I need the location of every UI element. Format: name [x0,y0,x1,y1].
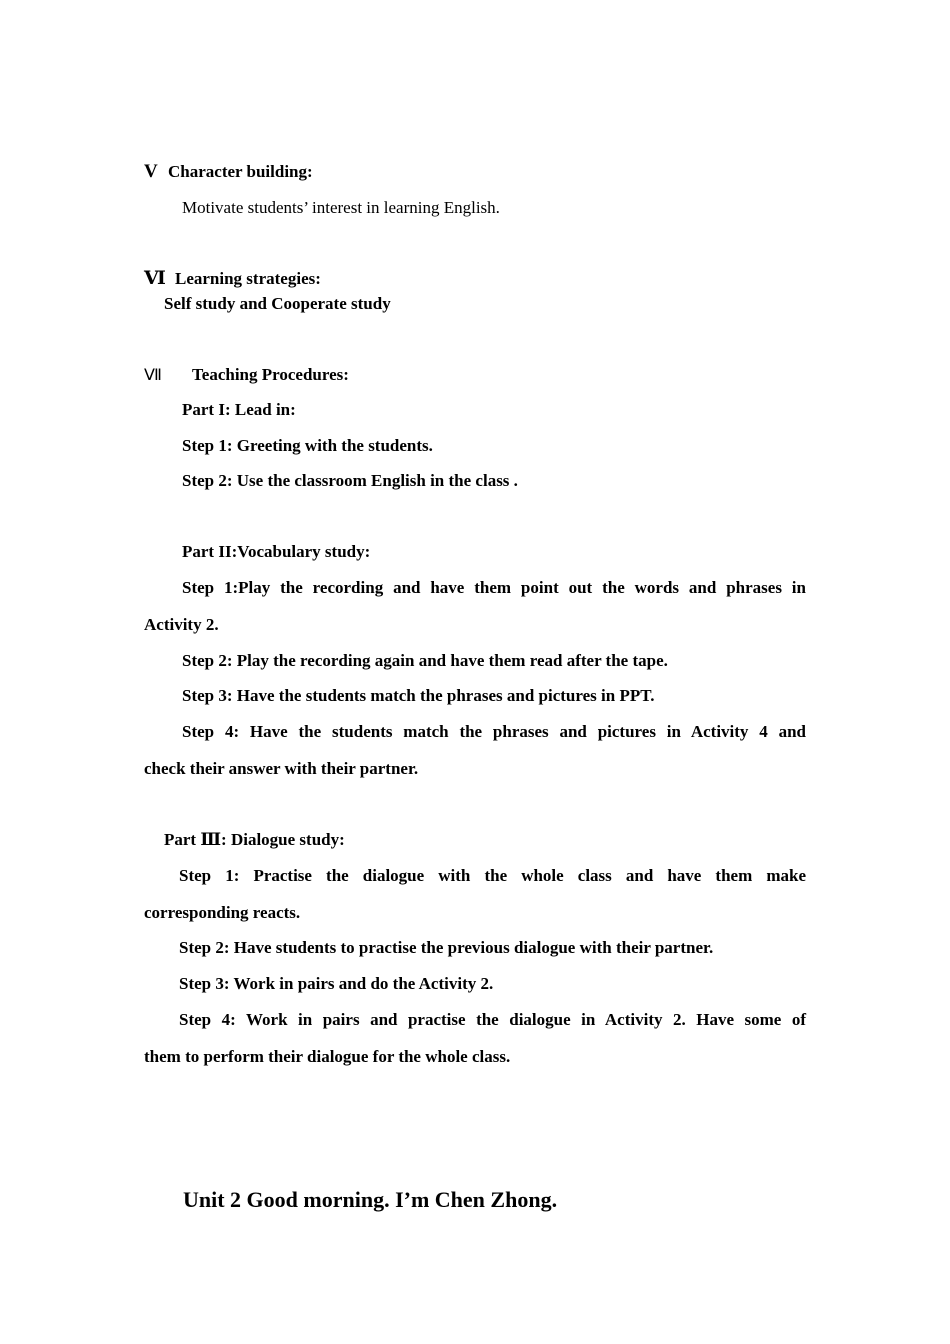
section-vi-title: Learning strategies: [175,269,321,288]
part-3-title-suffix: : Dialogue study: [221,830,345,849]
unit-title: Unit 2 Good morning. I’m Chen Zhong. [183,1187,558,1212]
part-2-step-3: Step 3: Have the students match the phrases and pictures in PPT. [182,686,655,705]
section-vi-heading [144,268,806,290]
section-v-heading [144,161,806,183]
section-vi-numeral: Ⅵ [144,268,166,289]
part-3-step-1-line-2: corresponding reacts. [144,903,301,922]
section-v-body: Motivate students’ interest in learning English. [182,198,500,217]
section-vii-numeral: Ⅶ [144,365,162,384]
part-1-title: Part I: Lead in: [182,400,296,419]
part-3-title-prefix: Part [164,830,201,849]
part-3-step-1-line-1: Step 1: Practise the dialogue with the whole class and have them make [179,866,806,885]
part-2-step-2: Step 2: Play the recording again and have them read after the tape. [182,651,668,670]
section-v-numeral: V [144,161,158,182]
part-3-title [164,829,806,851]
part-3-title-numeral: Ⅲ [200,830,222,849]
section-vi-body: Self study and Cooperate study [164,294,391,313]
section-vii-heading [144,364,806,386]
part-2-step-4-line-1: Step 4: Have the students match the phrases and pictures in Activity 4 and [182,722,806,741]
part-2-step-1-line-1: Step 1:Play the recording and have them point out the words and phrases in [182,578,806,597]
part-3-step-4-line-2: them to perform their dialogue for the whole class. [144,1047,511,1066]
part-2-step-1-line-2: Activity 2. [144,615,219,634]
part-3-step-2: Step 2: Have students to practise the previous dialogue with their partner. [179,938,714,957]
part-1-step-2: Step 2: Use the classroom English in the class . [182,471,518,490]
part-2-title: Part II:Vocabulary study: [182,542,371,561]
section-v-title: Character building: [168,162,313,181]
part-1-step-1: Step 1: Greeting with the students. [182,436,433,455]
part-2-step-4-line-2: check their answer with their partner. [144,759,419,778]
part-3-step-3: Step 3: Work in pairs and do the Activity 2. [179,974,494,993]
section-vii-title: Teaching Procedures: [192,365,349,384]
part-3-step-4-line-1: Step 4: Work in pairs and practise the dialogue in Activity 2. Have some of [179,1010,806,1029]
